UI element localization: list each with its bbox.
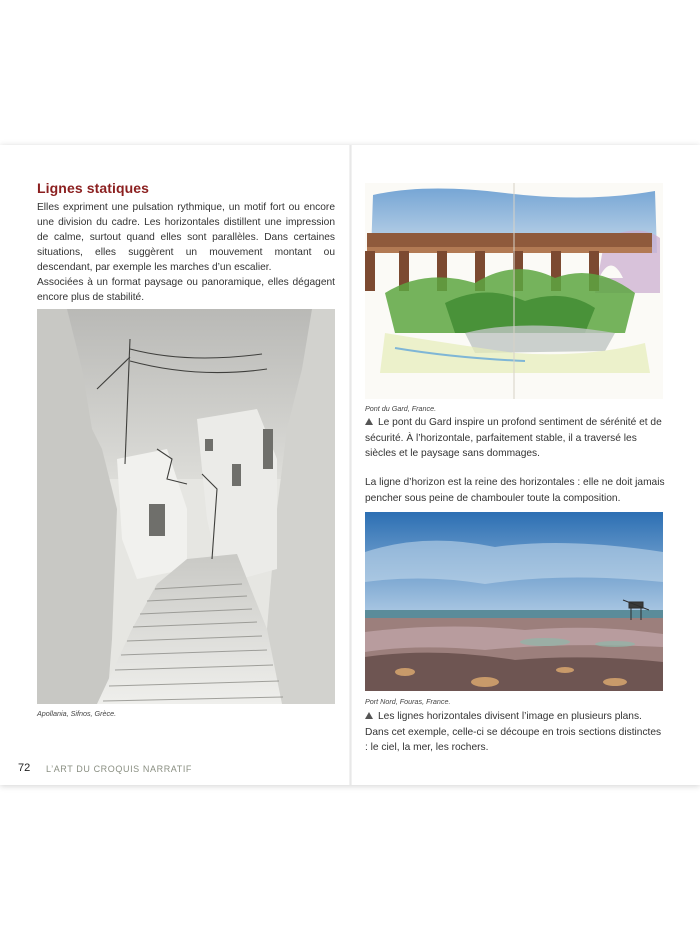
pont-du-gard-note-text: Le pont du Gard inspire un profond sentiment de sérénité et de sécurité. À l’horizontale, parfaitement stable, il a traversé les siècles et le paysage sans dommages. bbox=[365, 417, 662, 459]
horizon-note-text: La ligne d’horizon est la reine des horizontales : elle ne doit jamais pencher sous peine de chambouler toute la composition. bbox=[365, 477, 665, 504]
paragraph-1: Elles expriment une pulsation rythmique, un motif fort ou encore une division du cadre. Les horizontales distillent une impression de calme, surtout quand elles sont parallèles. Dans certaines situations, elles suggèrent un mouvement montant ou descendant, par exemple les marches d’un escalier. bbox=[37, 202, 335, 273]
running-head: L’ART DU CROQUIS NARRATIF bbox=[46, 764, 193, 774]
triangle-up-icon bbox=[365, 712, 373, 719]
page-number: 72 bbox=[18, 762, 31, 774]
triangle-up-icon bbox=[365, 418, 373, 425]
page-gutter bbox=[349, 145, 352, 785]
pont-du-gard-note bbox=[365, 415, 665, 462]
horizon-note bbox=[365, 475, 665, 506]
sifnos-caption: Apollania, Sifnos, Grèce. bbox=[37, 709, 117, 718]
body-text bbox=[37, 200, 335, 305]
port-nord-caption: Port Nord, Fouras, France. bbox=[365, 697, 451, 706]
pont-du-gard-caption: Pont du Gard, France. bbox=[365, 404, 437, 413]
pont-du-gard-watercolor-image bbox=[365, 183, 663, 399]
port-nord-note bbox=[365, 709, 665, 756]
port-nord-watercolor-image bbox=[365, 512, 663, 691]
paragraph-2: Associées à un format paysage ou panoramique, elles dégagent encore plus de stabilité. bbox=[37, 277, 335, 303]
sifnos-sketch-image bbox=[37, 309, 335, 704]
section-title: Lignes statiques bbox=[37, 180, 150, 196]
port-nord-note-text: Les lignes horizontales divisent l’image en plusieurs plans. Dans cet exemple, celle-ci se découpe en trois sections distinctes : le ciel, la mer, les rochers. bbox=[365, 711, 662, 753]
